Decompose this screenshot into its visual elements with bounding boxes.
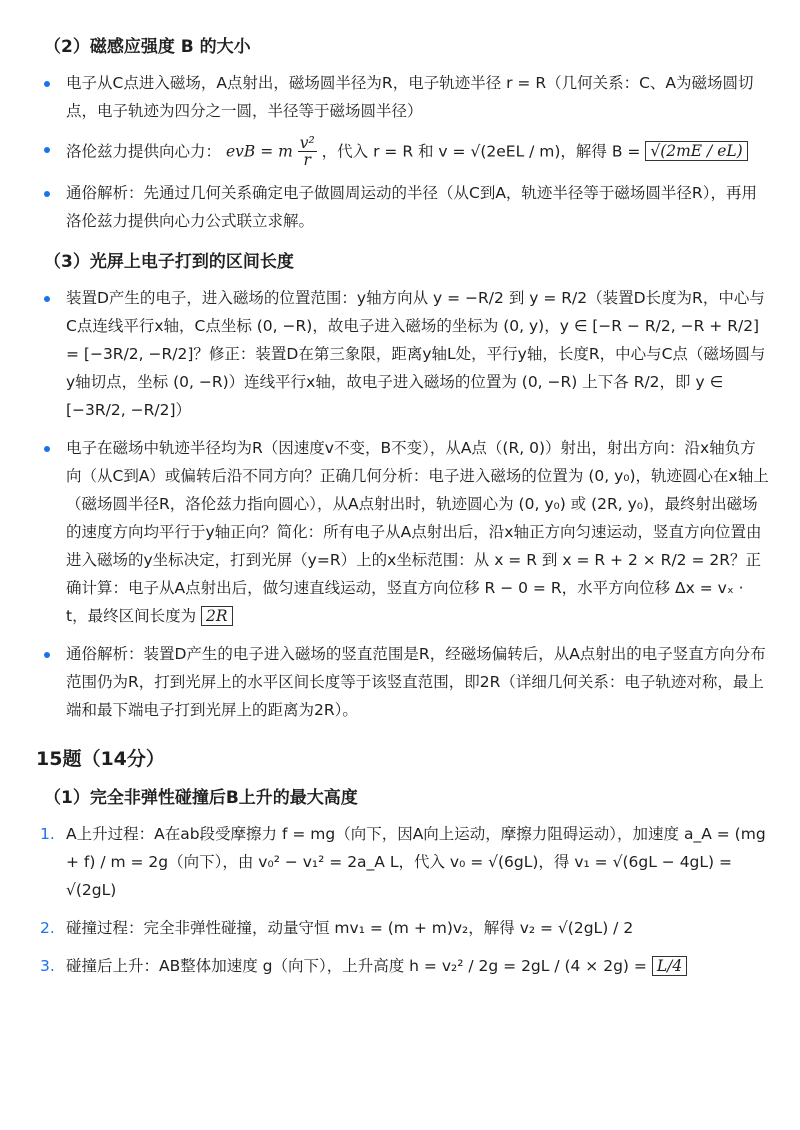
- section-3-list: [36, 284, 770, 724]
- bullet-text: 洛伦兹力提供向心力：: [66, 142, 222, 161]
- bullet-text: ，代入 r = R 和 v = √(2eEL / m)，解得 B =: [321, 142, 646, 161]
- fraction-v2-over-r: $\frac{\text{v²}}{r}$: [299, 134, 315, 170]
- step-number: 1.: [40, 824, 55, 843]
- section-3-title: （3）光屏上电子打到的区间长度: [44, 251, 294, 272]
- list-item: [36, 179, 770, 235]
- section-2-list: [36, 69, 770, 235]
- step-item: [36, 952, 770, 980]
- step-item: [36, 914, 770, 942]
- answer-box: L/4: [652, 956, 687, 976]
- list-item: [36, 640, 770, 724]
- list-item: [36, 69, 770, 125]
- step-number: 3.: [40, 956, 55, 975]
- formula: evB = m: [225, 142, 293, 161]
- answer-box: √(2mE / eL): [645, 141, 747, 161]
- list-item: [36, 434, 770, 630]
- step-item: [36, 820, 770, 904]
- section-2-title: （2）磁感应强度 B 的大小: [44, 37, 251, 57]
- question-15-steps: [36, 820, 770, 980]
- answer-box: 2R: [201, 606, 233, 626]
- bullet-text: 电子从C点进入磁场，A点射出，磁场圆半径为R，电子轨迹半径 r = R（几何关系：C、A为磁场圆切点，电子轨迹为四分之一圆，半径等于磁场圆半径）: [66, 74, 754, 120]
- question-15-subtitle: （1）完全非弹性碰撞后B上升的最大高度: [44, 787, 358, 808]
- bullet-text: 电子在磁场中轨迹半径均为R（因速度v不变，B不变），从A点（(R, 0)）射出，射出方向：沿x轴负方向（从C到A）或偏转后沿不同方向？正确几何分析：电子进入磁场的位置为 (0, y₀)，轨迹圆心在x轴上（磁场圆半径R，洛伦兹力指向圆心），从A点射出时，轨迹圆心为 (0, y₀) 或 (2R, y₀)，最终射出磁场的速度方向均平行于y轴正向？简化：所有电子从A点射出后，沿x轴正方向匀速运动，竖直方向位置由进入磁场的y坐标决定，打到光屏（y=R）上的x坐标范围：从 x = R 到 x = R + 2 × R/2 = 2R？正确计算：电子从A点射出后，做匀速直线运动，竖直方向位移 R − 0 = R，水平方向位移 Δx = vₓ · t，最终区间长度为: [66, 438, 769, 625]
- bullet-text: 通俗解析：先通过几何关系确定电子做圆周运动的半径（从C到A，轨迹半径等于磁场圆半径R），再用洛伦兹力提供向心力公式联立求解。: [66, 183, 757, 230]
- list-item: [36, 135, 770, 169]
- step-text: 碰撞后上升：AB整体加速度 g（向下），上升高度 h = v₂² / 2g = 2gL / (4 × 2g) =: [66, 956, 652, 975]
- question-15-title: 15题（14分）: [36, 747, 165, 770]
- step-text: 碰撞过程：完全非弹性碰撞，动量守恒 mv₁ = (m + m)v₂，解得 v₂ = √(2gL) / 2: [66, 918, 634, 937]
- step-number: 2.: [40, 918, 55, 937]
- list-item: [36, 284, 770, 424]
- bullet-text: 通俗解析：装置D产生的电子进入磁场的竖直范围是R，经磁场偏转后，从A点射出的电子竖直方向分布范围仍为R，打到光屏上的水平区间长度等于该竖直范围，即2R（详细几何关系：电子轨迹对称，最上端和最下端电子打到光屏上的距离为2R）。: [66, 644, 766, 719]
- step-text: A上升过程：A在ab段受摩擦力 f = mg（向下，因A向上运动，摩擦力阻碍运动），加速度 a_A = (mg + f) / m = 2g（向下），由 v₀² − v₁² = 2a_A L，代入 v₀ = √(6gL)，得 v₁ = √(6gL − 4gL) = √(2gL): [66, 824, 766, 899]
- bullet-text: 装置D产生的电子，进入磁场的位置范围：y轴方向从 y = −R/2 到 y = R/2（装置D长度为R，中心与C点连线平行x轴，C点坐标 (0, −R)，故电子进入磁场的坐标为 (0, y)，y ∈ [−R − R/2, −R + R/2] = [−3R/2, −R/2]？修正：装置D在第三象限，距离y轴L处，平行y轴，长度R，中心与C点（磁场圆与y轴切点，坐标 (0, −R)）连线平行x轴，故电子进入磁场的位置为 (0, −R) 上下各 R/2，即 y ∈ [−3R/2, −R/2]）: [66, 288, 766, 419]
